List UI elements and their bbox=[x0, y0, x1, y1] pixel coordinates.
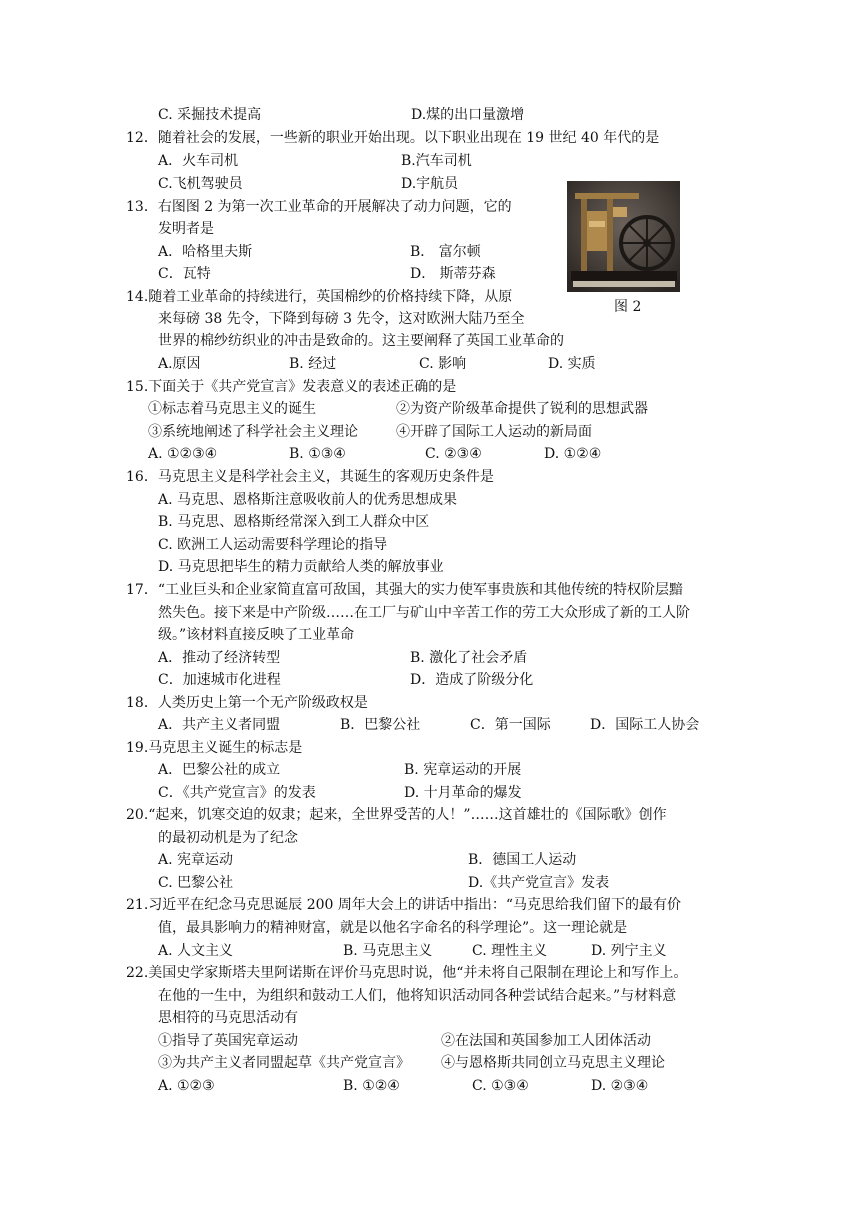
option-a: A. ①②③④ bbox=[148, 446, 218, 462]
option-d: D．造成了阶级分化 bbox=[410, 672, 534, 688]
option-c: C. ②③④ bbox=[425, 446, 482, 462]
option-c: C．《共产党宣言》的发表 bbox=[158, 785, 316, 801]
question-stem: 17．“工业巨头和企业家简直富可敌国，其强大的实力使军事贵族和其他传统的特权阶层黯 bbox=[126, 582, 683, 598]
option-a: A．哈格里夫斯 bbox=[158, 244, 253, 260]
question-stem: 级。”该材料直接反映了工业革命 bbox=[158, 627, 355, 643]
option-c: C. 巴黎公社 bbox=[158, 875, 234, 891]
question-stem: 13．右图图 2 为第一次工业革命的开展解决了动力问题，它的 bbox=[126, 199, 512, 215]
steam-engine-icon bbox=[567, 181, 680, 292]
option-a: A．火车司机 bbox=[158, 153, 239, 169]
option-a: A. 马克思、恩格斯注意吸收前人的优秀思想成果 bbox=[158, 492, 458, 508]
question-stem: 世界的棉纱纺织业的冲击是致命的。这主要阐释了英国工业革命的 bbox=[158, 333, 564, 349]
statement-4: ④开辟了国际工人运动的新局面 bbox=[396, 424, 592, 440]
option-c: C. 欧洲工人运动需要科学理论的指导 bbox=[158, 537, 388, 553]
question-stem: 思相符的马克思活动有 bbox=[158, 1010, 298, 1026]
option-b: B． 富尔顿 bbox=[410, 244, 481, 260]
option-d: D. 马克思把毕生的精力贡献给人类的解放事业 bbox=[158, 559, 444, 575]
question-stem: 值，最具影响力的精神财富，就是以他名字命名的科学理论”。这一理论就是 bbox=[158, 920, 628, 936]
option-b: B. 经过 bbox=[289, 356, 337, 372]
option-d: D. 十月革命的爆发 bbox=[404, 785, 522, 801]
option-a: A. 人文主义 bbox=[158, 943, 234, 959]
question-stem: 18．人类历史上第一个无产阶级政权是 bbox=[126, 695, 368, 711]
statement-4: ④与恩格斯共同创立马克思主义理论 bbox=[441, 1055, 665, 1071]
option-d: D. 列宁主义 bbox=[591, 943, 667, 959]
option-d: D.宇航员 bbox=[401, 176, 459, 192]
option-a: A．共产主义者同盟 bbox=[158, 717, 281, 733]
option-c: C. ①③④ bbox=[472, 1078, 529, 1094]
statement-1: ①标志着马克思主义的诞生 bbox=[148, 401, 316, 417]
option-a: A．推动了经济转型 bbox=[158, 650, 281, 666]
option-c: C. 影响 bbox=[419, 356, 467, 372]
question-stem: 14.随着工业革命的持续进行，英国棉纱的价格持续下降，从原 bbox=[126, 289, 513, 305]
option-b: B.汽车司机 bbox=[401, 153, 472, 169]
option-b: B. 马克思、恩格斯经常深入到工人群众中区 bbox=[158, 514, 430, 530]
question-stem: 20.“起来，饥寒交迫的奴隶；起来，全世界受苦的人！”……这首雄壮的《国际歌》创作 bbox=[126, 807, 667, 823]
option-c: C．第一国际 bbox=[470, 717, 551, 733]
statement-2: ②为资产阶级革命提供了锐利的思想武器 bbox=[396, 401, 648, 417]
option-d: D. ①②④ bbox=[544, 446, 602, 462]
option-c: C．瓦特 bbox=[158, 266, 211, 282]
question-stem: 然失色。接下来是中产阶级……在工厂与矿山中辛苦工作的劳工大众形成了新的工人阶 bbox=[158, 605, 690, 621]
question-stem: 15.下面关于《共产党宣言》发表意义的表述正确的是 bbox=[126, 379, 457, 395]
question-stem: 12．随着社会的发展，一些新的职业开始出现。以下职业出现在 19 世纪 40 年代的是 bbox=[126, 130, 660, 146]
question-stem: 的最初动机是为了纪念 bbox=[158, 830, 298, 846]
option-d: D.《共产党宣言》发表 bbox=[468, 875, 610, 891]
steam-engine-photo bbox=[567, 181, 680, 292]
option-c: C.飞机驾驶员 bbox=[158, 176, 243, 192]
option-b: B. 宪章运动的开展 bbox=[404, 762, 522, 778]
option-a: A. 宪章运动 bbox=[158, 852, 234, 868]
statement-1: ①指导了英国宪章运动 bbox=[158, 1033, 298, 1049]
question-stem: 来每磅 38 先令，下降到每磅 3 先令，这对欧洲大陆乃至全 bbox=[158, 311, 525, 327]
option-c: C. 采掘技术提高 bbox=[158, 107, 262, 123]
option-d: D. 实质 bbox=[548, 356, 596, 372]
option-a: A．巴黎公社的成立 bbox=[158, 762, 281, 778]
option-c: C. 理性主义 bbox=[472, 943, 548, 959]
option-b: B. 激化了社会矛盾 bbox=[410, 650, 528, 666]
option-b: B．巴黎公社 bbox=[340, 717, 421, 733]
question-stem: 16．马克思主义是科学社会主义，其诞生的客观历史条件是 bbox=[126, 469, 494, 485]
option-d: D.煤的出口量激增 bbox=[411, 107, 525, 123]
option-a: A.原因 bbox=[158, 356, 201, 372]
option-c: C．加速城市化进程 bbox=[158, 672, 281, 688]
statement-3: ③为共产主义者同盟起草《共产党宣言》 bbox=[158, 1055, 410, 1071]
option-b: B. ①③④ bbox=[289, 446, 346, 462]
option-b: B．德国工人运动 bbox=[468, 852, 577, 868]
figure-caption: 图 2 bbox=[614, 299, 642, 315]
statement-2: ②在法国和英国参加工人团体活动 bbox=[441, 1033, 651, 1049]
question-stem: 21.习近平在纪念马克思诞辰 200 周年大会上的讲话中指出：“马克思给我们留下的最有价 bbox=[126, 897, 682, 913]
question-stem: 19.马克思主义诞生的标志是 bbox=[126, 740, 303, 756]
question-stem: 22.美国史学家斯塔夫里阿诺斯在评价马克思时说，他“并未将自己限制在理论上和写作上。 bbox=[126, 965, 688, 981]
statement-3: ③系统地阐述了科学社会主义理论 bbox=[148, 424, 358, 440]
option-d: D．国际工人协会 bbox=[590, 717, 700, 733]
option-b: B. ①②④ bbox=[343, 1078, 400, 1094]
option-b: B. 马克思主义 bbox=[343, 943, 433, 959]
question-stem: 在他的一生中，为组织和鼓动工人们，他将知识活动同各种尝试结合起来。”与材料意 bbox=[158, 988, 677, 1004]
question-stem: 发明者是 bbox=[158, 221, 214, 237]
option-d: D． 斯蒂芬森 bbox=[410, 266, 496, 282]
option-a: A. ①②③ bbox=[158, 1078, 215, 1094]
option-d: D. ②③④ bbox=[591, 1078, 649, 1094]
